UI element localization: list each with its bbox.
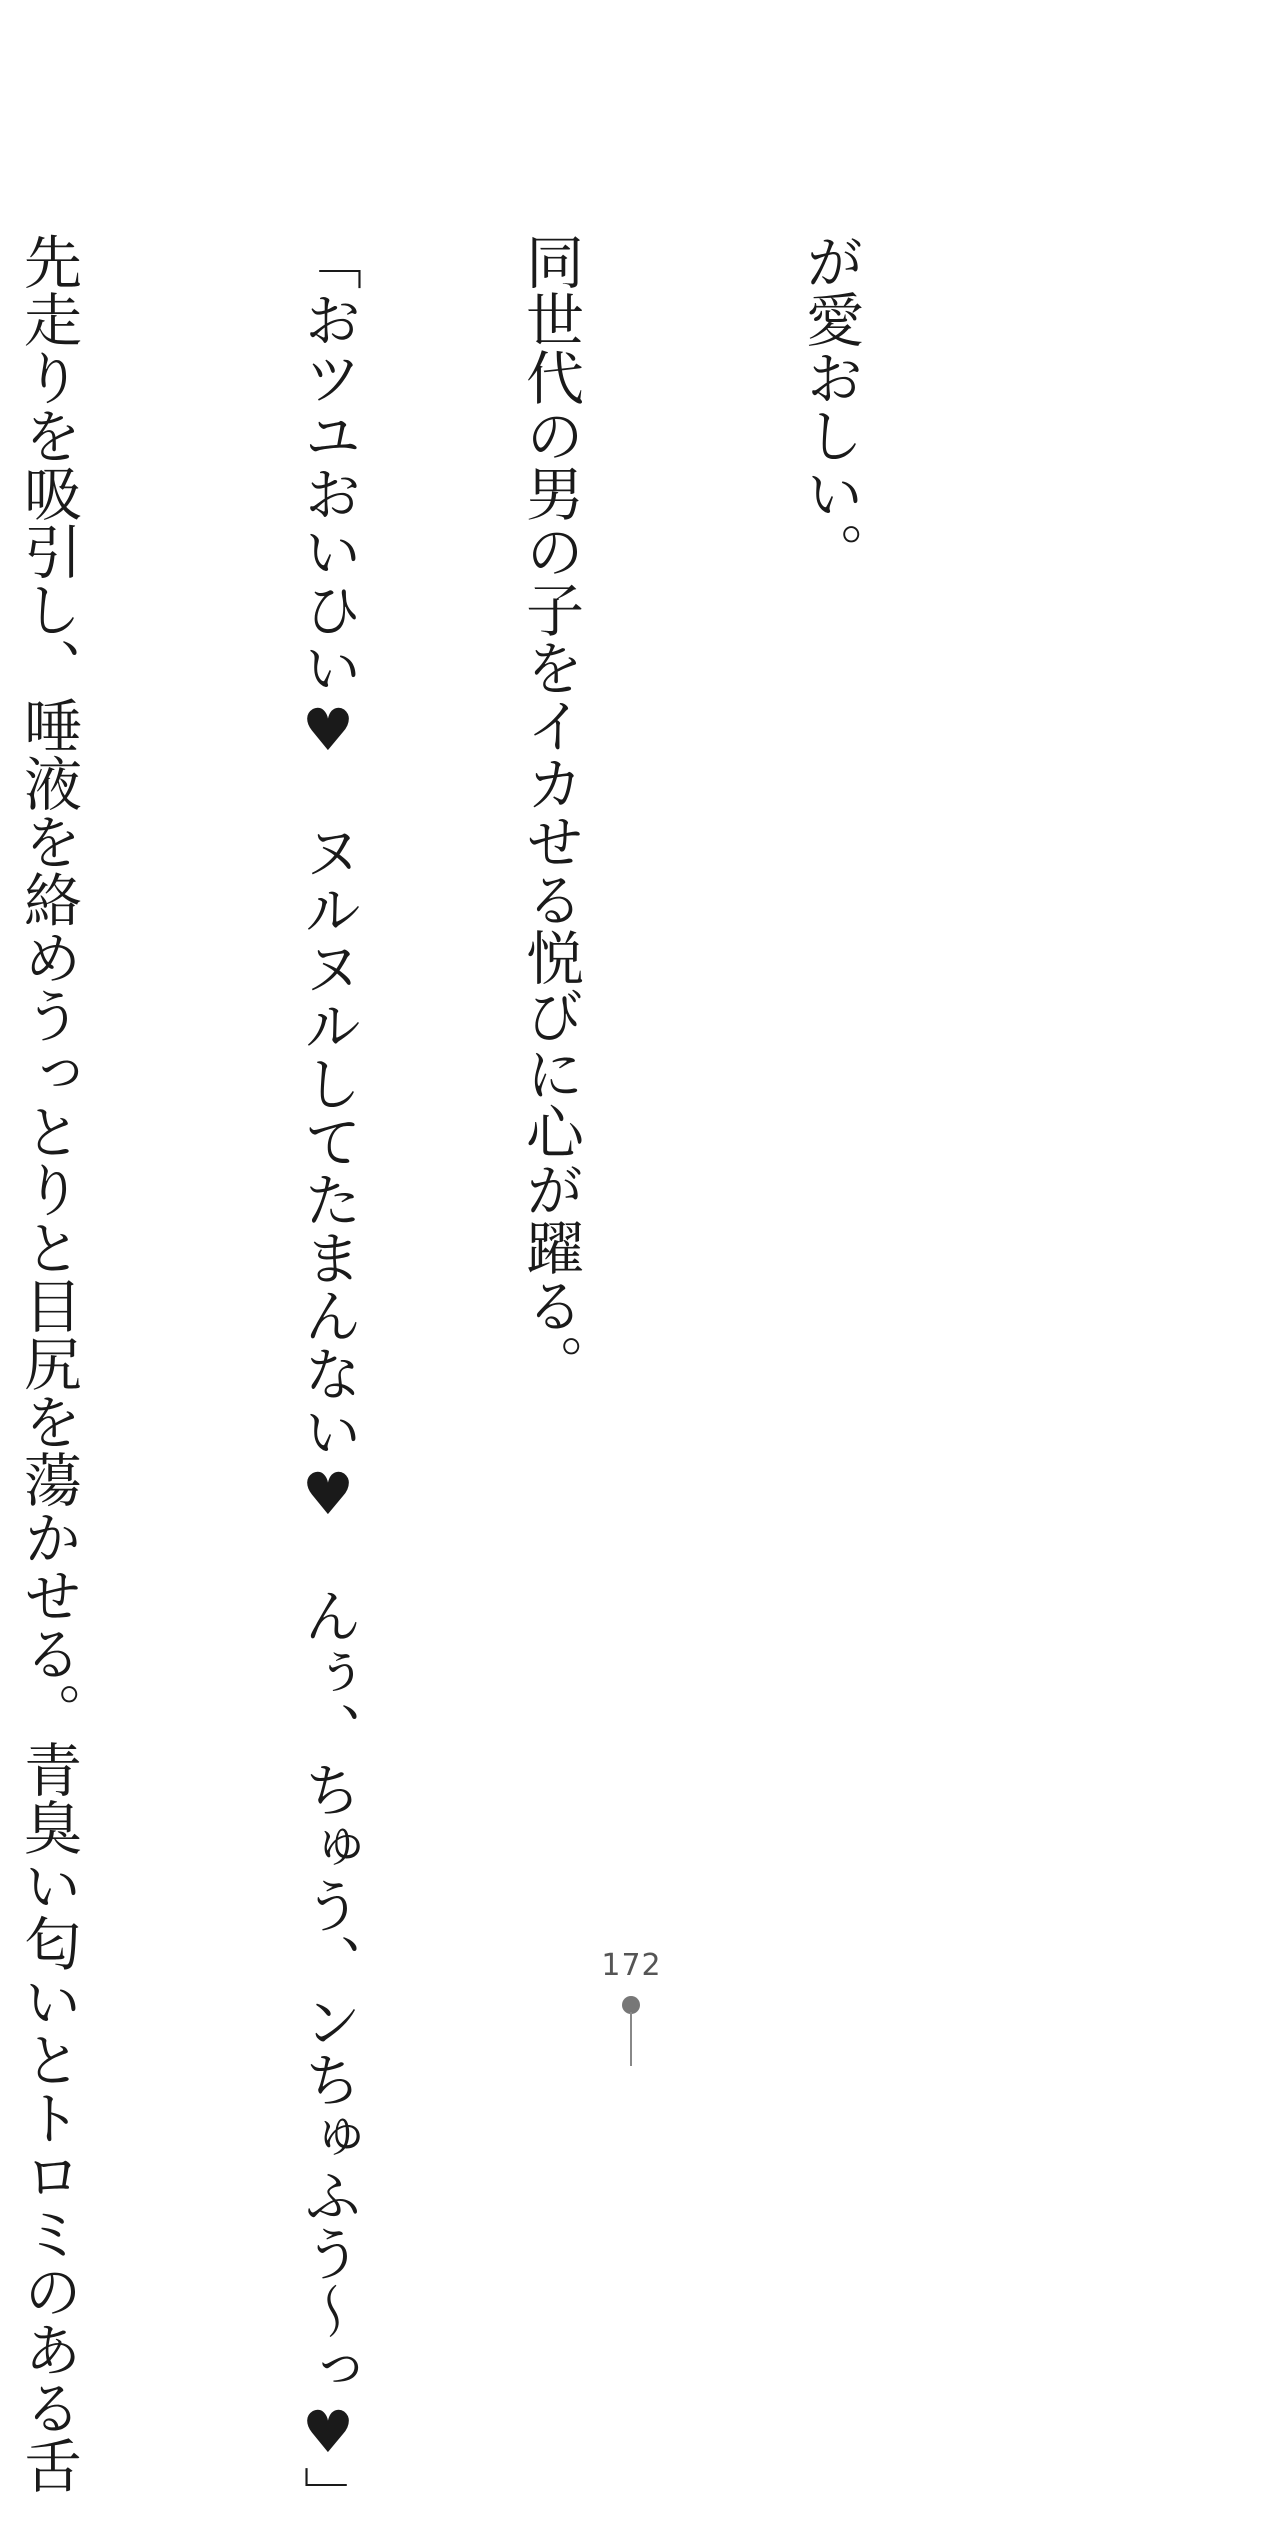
- dialogue-line: 「おツユおいひい♥ ヌルヌルしてたまんない♥ んぅ、ちゅう、ンちゅふう～っ♥」: [294, 232, 362, 2524]
- text-line: 先走りを吸引し、唾液を絡めうっとりと目尻を蕩かせる。青臭い匂いとトロミのある舌: [14, 232, 82, 2494]
- text-line: 同世代の男の子をイカせる悦びに心が躍る。: [516, 232, 584, 1392]
- page-marker-line: [630, 2012, 632, 2066]
- page-number: 172: [601, 1948, 662, 1983]
- text-line: が愛おしい。: [796, 232, 864, 580]
